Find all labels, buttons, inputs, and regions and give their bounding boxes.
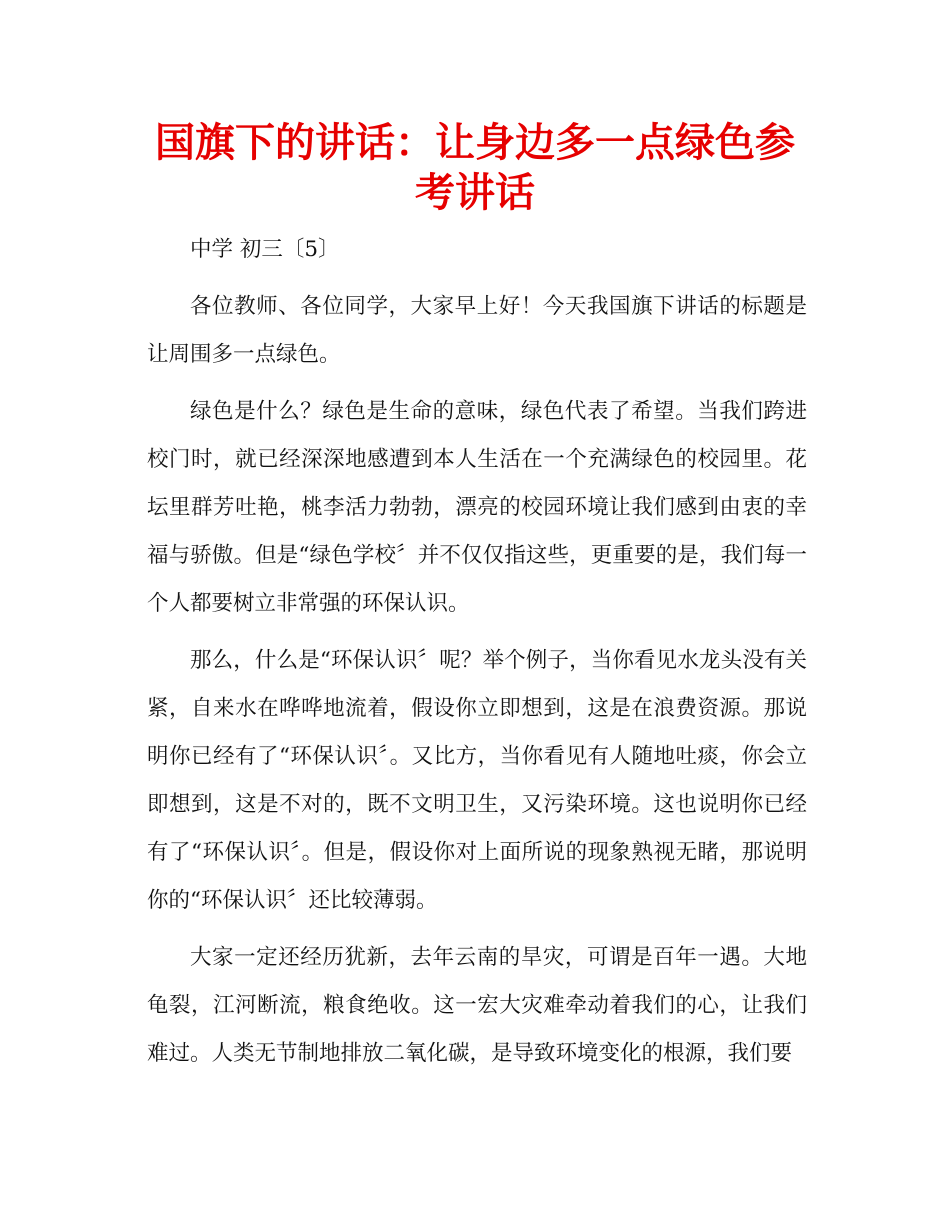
paragraph-drought: 大家一定还经历犹新，去年云南的旱灾，可谓是百年一遇。大地龟裂，江河断流，粮食绝收。这一宏大灾难牵动着我们的心，让我们难过。人类无节制地排放二氧化碳，是导致环境变化的根源，我们要 <box>147 945 807 1066</box>
paragraph-eco-awareness: 那么，什么是“环保认识〞呢？举个例子，当你看见水龙头没有关紧，自来水在哗哗地流着，假设你立即想到，这是在浪费资源。那说明你已经有了“环保认识〞。又比方，当你看见有人随地吐痰，你会立即想到，这是不对的，既不文明卫生，又污染环境。这也说明你已经有了“环保认识〞。但是，假设你对上面所说的现象熟视无睹，那说明你的“环保认识〞还比较薄弱。 <box>147 648 807 913</box>
byline: 中学 初三〔5〕 <box>190 237 340 262</box>
document-title: 国旗下的讲话：让身边多一点绿色参考讲话 <box>155 120 795 216</box>
paragraph-greeting: 各位教师、各位同学，大家早上好！今天我国旗下讲话的标题是让周围多一点绿色。 <box>147 294 807 367</box>
paragraph-green-meaning: 绿色是什么？绿色是生命的意味，绿色代表了希望。当我们跨进校门时，就已经深深地感遭到本人生活在一个充满绿色的校园里。花坛里群芳吐艳，桃李活力勃勃，漂亮的校园环境让我们感到由衷的幸福与骄傲。但是“绿色学校〞并不仅仅指这些，更重要的是，我们每一个人都要树立非常强的环保认识。 <box>147 399 807 616</box>
document-body <box>147 226 807 1087</box>
